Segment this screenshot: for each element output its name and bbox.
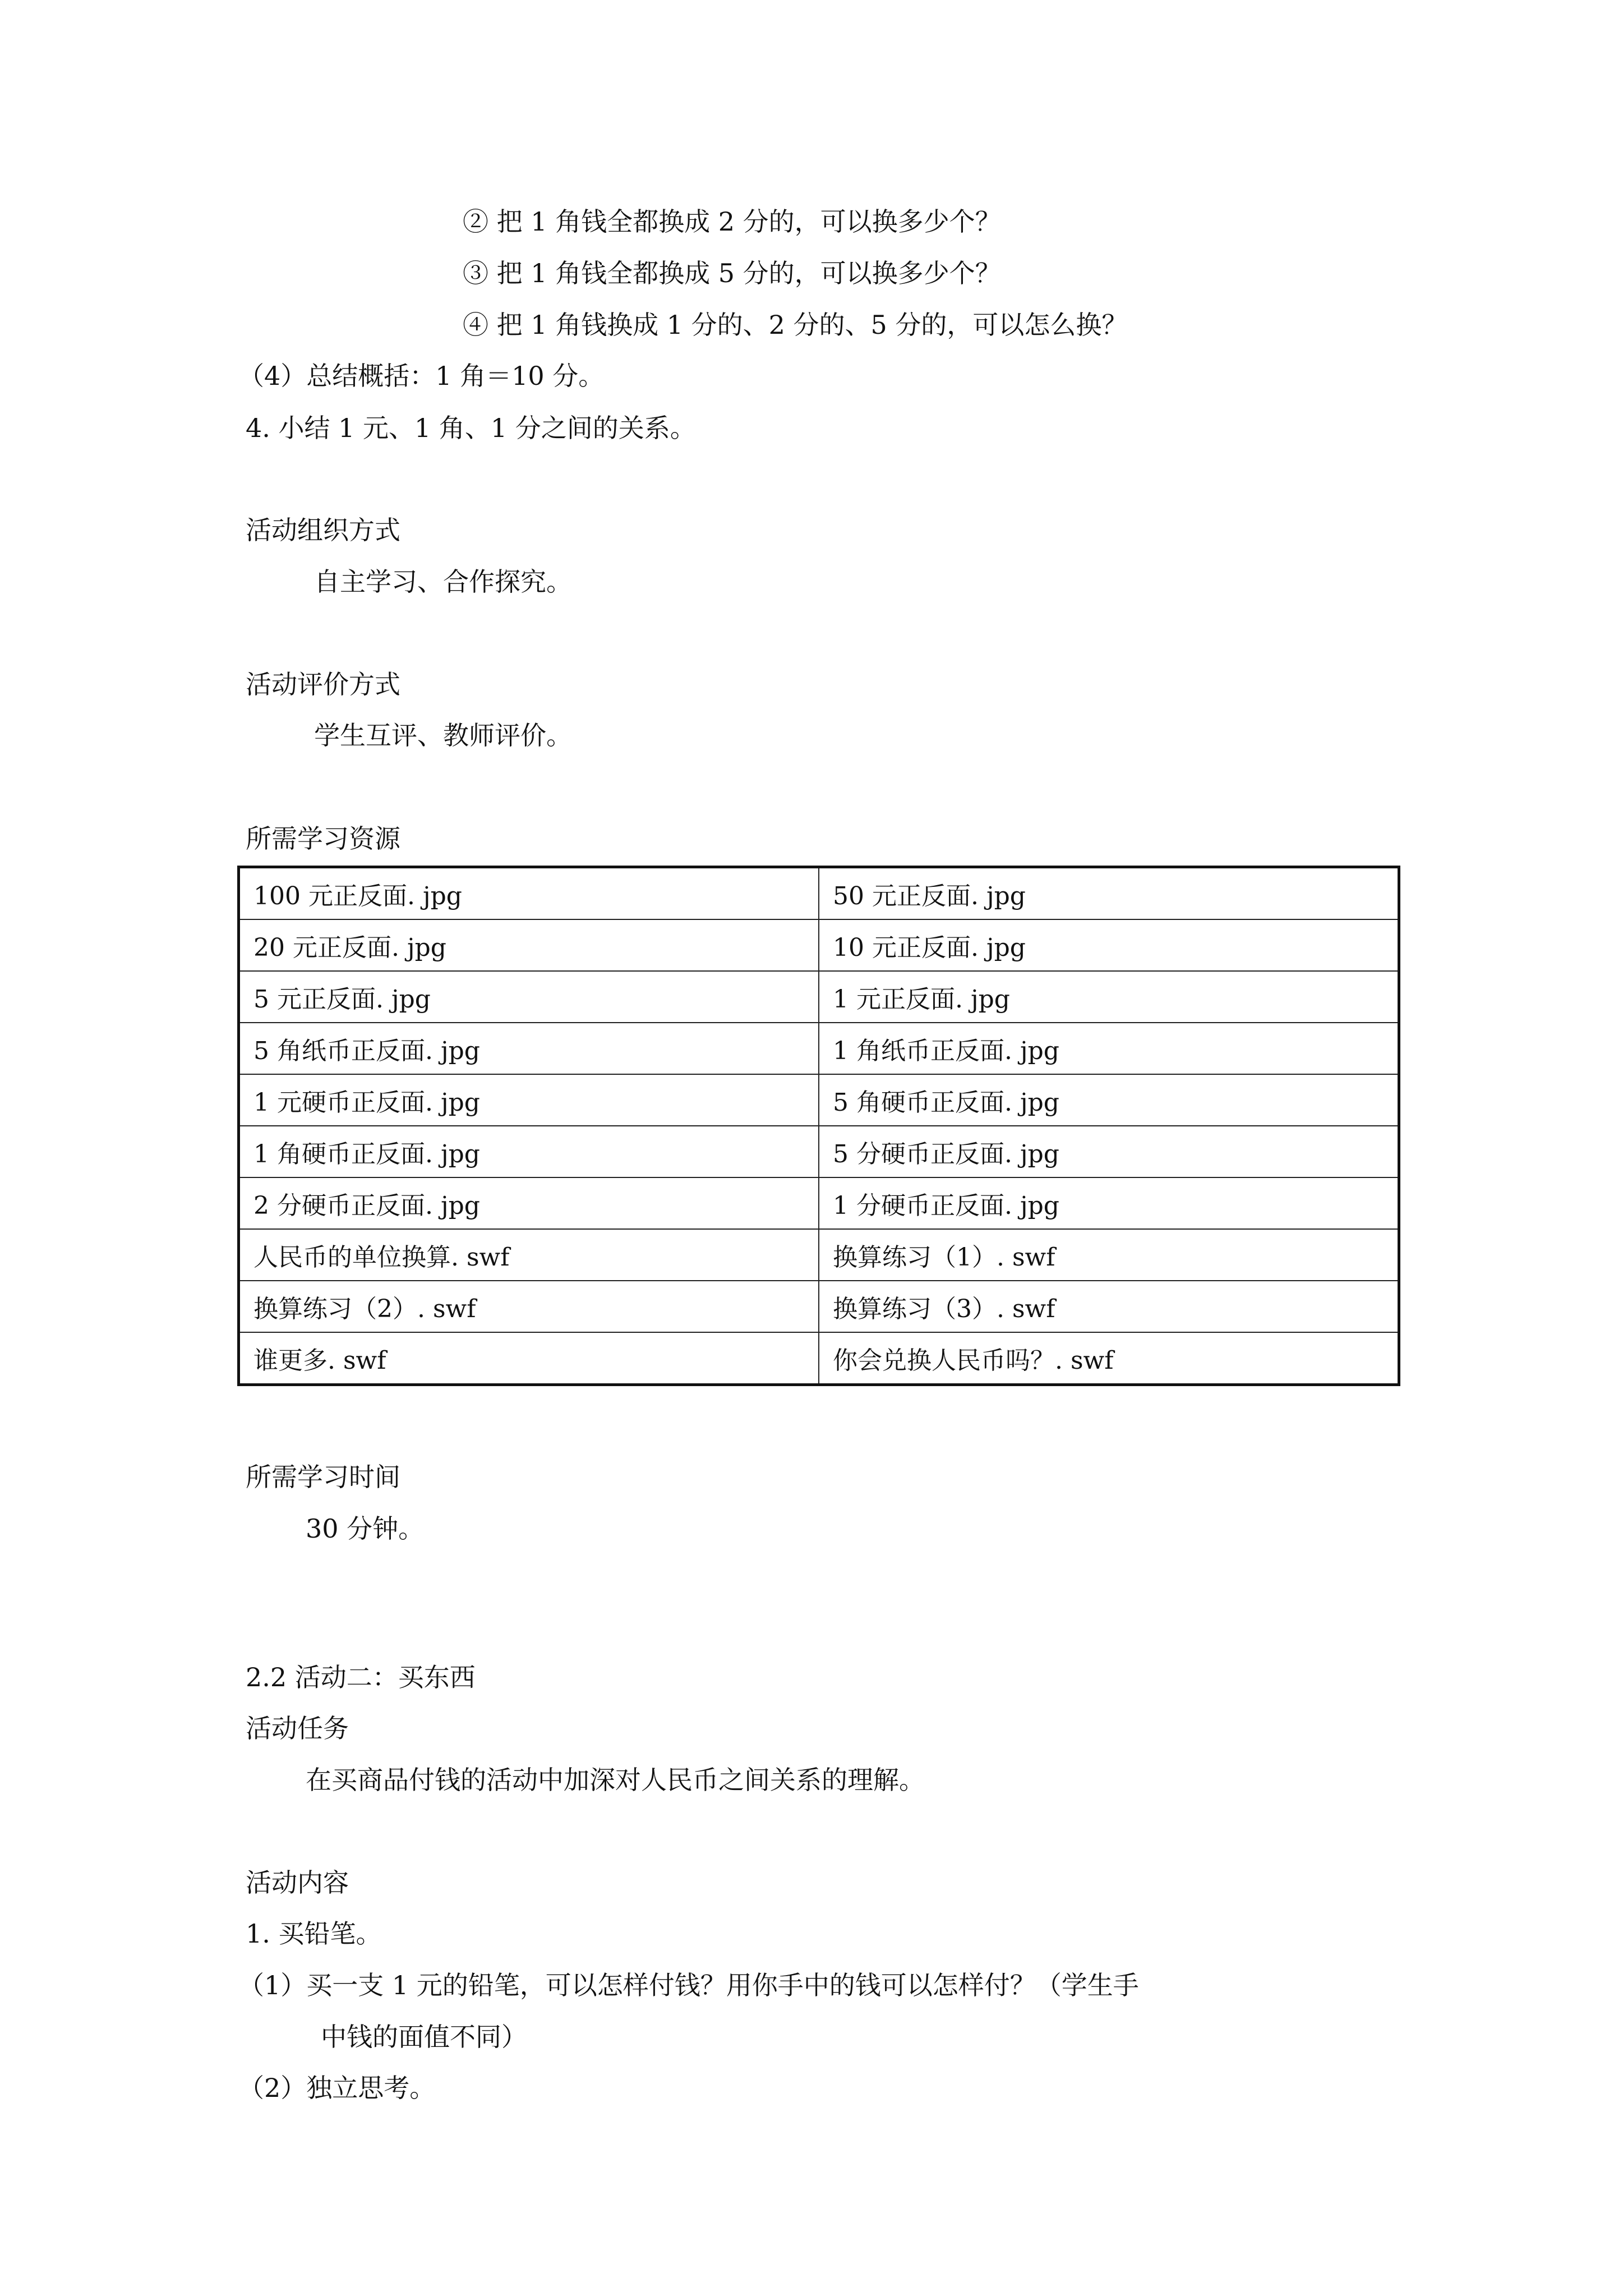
time-heading: 所需学习时间 — [246, 1462, 400, 1492]
list-item: ④ 把 1 角钱换成 1 分的、2 分的、5 分的，可以怎么换？ — [463, 310, 1128, 340]
table-cell: 10 元正反面. jpg — [819, 919, 1399, 971]
step-4-text: 4. 小结 1 元、1 角、1 分之间的关系。 — [246, 413, 696, 443]
table-cell: 20 元正反面. jpg — [239, 919, 819, 971]
table-row — [239, 919, 1399, 971]
table-cell: 1 角纸币正反面. jpg — [819, 1023, 1399, 1074]
table-cell: 谁更多. swf — [239, 1332, 819, 1385]
eval-text: 学生互评、教师评价。 — [314, 720, 572, 751]
table-row — [239, 1023, 1399, 1074]
table-cell: 100 元正反面. jpg — [239, 867, 819, 920]
table-cell: 5 元正反面. jpg — [239, 971, 819, 1023]
table-row — [239, 1177, 1399, 1229]
table-row — [239, 1074, 1399, 1126]
table-cell: 1 元硬币正反面. jpg — [239, 1074, 819, 1126]
activity2-title: 2.2 活动二：买东西 — [246, 1662, 476, 1692]
content-sub-1-line-2: 中钱的面值不同） — [321, 2022, 527, 2052]
table-row — [239, 971, 1399, 1023]
content-heading: 活动内容 — [246, 1867, 349, 1898]
table-cell: 换算练习（1）. swf — [819, 1229, 1399, 1281]
table-row — [239, 1281, 1399, 1332]
list-item: ② 把 1 角钱全都换成 2 分的，可以换多少个？ — [463, 206, 1001, 237]
task-text: 在买商品付钱的活动中加深对人民币之间关系的理解。 — [306, 1765, 925, 1795]
org-text: 自主学习、合作探究。 — [314, 567, 572, 597]
table-cell: 1 分硬币正反面. jpg — [819, 1177, 1399, 1229]
eval-heading: 活动评价方式 — [246, 669, 400, 700]
task-heading: 活动任务 — [246, 1713, 349, 1743]
table-cell: 你会兑换人民币吗？. swf — [819, 1332, 1399, 1385]
table-cell: 5 角纸币正反面. jpg — [239, 1023, 819, 1074]
table-cell: 5 角硬币正反面. jpg — [819, 1074, 1399, 1126]
table-row — [239, 1229, 1399, 1281]
table-row — [239, 1126, 1399, 1177]
table-cell: 5 分硬币正反面. jpg — [819, 1126, 1399, 1177]
content-sub-2: （2）独立思考。 — [238, 2073, 436, 2103]
table-cell: 50 元正反面. jpg — [819, 867, 1399, 920]
time-text: 30 分钟。 — [306, 1513, 425, 1544]
summary-text: （4）总结概括：1 角＝10 分。 — [238, 361, 605, 391]
content-sub-1-line-1: （1）买一支 1 元的铅笔，可以怎样付钱？用你手中的钱可以怎样付？（学生手 — [238, 1970, 1139, 2000]
resources-heading: 所需学习资源 — [246, 823, 400, 854]
table-cell: 2 分硬币正反面. jpg — [239, 1177, 819, 1229]
table-cell: 1 角硬币正反面. jpg — [239, 1126, 819, 1177]
table-row — [239, 867, 1399, 920]
content-item-1: 1. 买铅笔。 — [246, 1918, 382, 1949]
table-cell: 换算练习（2）. swf — [239, 1281, 819, 1332]
table-cell: 换算练习（3）. swf — [819, 1281, 1399, 1332]
table-cell: 人民币的单位换算. swf — [239, 1229, 819, 1281]
table-row — [239, 1332, 1399, 1385]
resources-table — [237, 866, 1400, 1386]
org-heading: 活动组织方式 — [246, 515, 400, 545]
table-cell: 1 元正反面. jpg — [819, 971, 1399, 1023]
list-item: ③ 把 1 角钱全都换成 5 分的，可以换多少个？ — [463, 258, 1001, 288]
